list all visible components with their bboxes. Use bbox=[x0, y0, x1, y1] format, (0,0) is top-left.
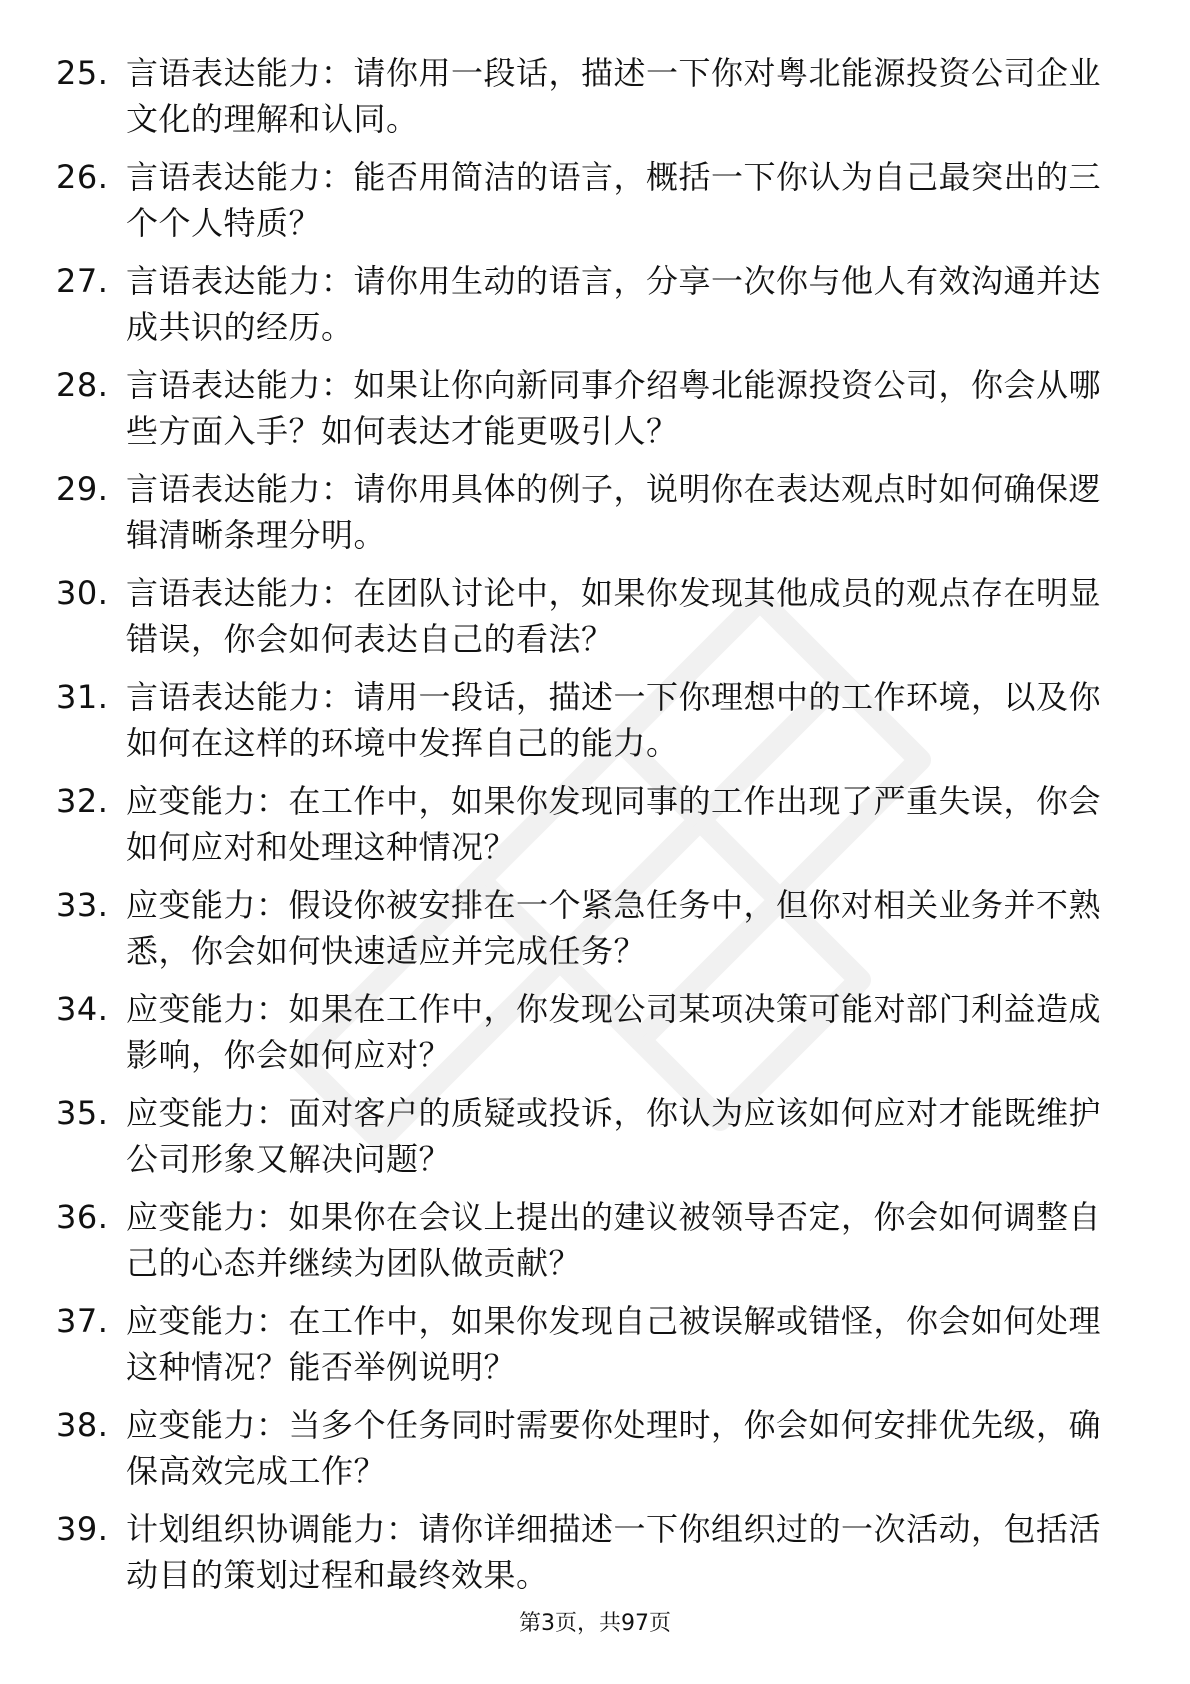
question-item bbox=[56, 986, 1116, 1078]
page-footer: 第3页，共97页 bbox=[519, 1611, 671, 1636]
question-text: 计划组织协调能力：请你详细描述一下你组织过的一次活动，包括活动目的策划过程和最终效果。 bbox=[126, 1510, 1102, 1594]
question-number: 32. bbox=[56, 782, 109, 820]
question-number: 27. bbox=[56, 262, 109, 300]
question-item bbox=[56, 674, 1116, 766]
question-item bbox=[56, 778, 1116, 870]
question-number: 26. bbox=[56, 158, 109, 196]
question-number: 34. bbox=[56, 990, 109, 1028]
question-text: 应变能力：在工作中，如果你发现自己被误解或错怪，你会如何处理这种情况？能否举例说明？ bbox=[126, 1302, 1102, 1386]
question-number: 39. bbox=[56, 1510, 109, 1548]
question-item bbox=[56, 1506, 1116, 1598]
question-item bbox=[56, 1298, 1116, 1390]
question-number: 37. bbox=[56, 1302, 109, 1340]
question-number: 28. bbox=[56, 366, 109, 404]
question-item bbox=[56, 258, 1116, 350]
question-text: 应变能力：如果在工作中，你发现公司某项决策可能对部门利益造成影响，你会如何应对？ bbox=[126, 990, 1102, 1074]
question-text: 言语表达能力：请你用一段话，描述一下你对粤北能源投资公司企业文化的理解和认同。 bbox=[126, 54, 1102, 138]
question-item bbox=[56, 362, 1116, 454]
question-item bbox=[56, 1402, 1116, 1494]
question-number: 29. bbox=[56, 470, 109, 508]
question-text: 应变能力：如果你在会议上提出的建议被领导否定，你会如何调整自己的心态并继续为团队做贡献？ bbox=[126, 1198, 1102, 1282]
question-text: 应变能力：假设你被安排在一个紧急任务中，但你对相关业务并不熟悉，你会如何快速适应并完成任务？ bbox=[126, 886, 1102, 970]
question-text: 言语表达能力：请你用生动的语言，分享一次你与他人有效沟通并达成共识的经历。 bbox=[126, 262, 1102, 346]
question-text: 言语表达能力：能否用简洁的语言，概括一下你认为自己最突出的三个个人特质？ bbox=[126, 158, 1102, 242]
question-number: 25. bbox=[56, 54, 109, 92]
question-item bbox=[56, 466, 1116, 558]
question-text: 言语表达能力：如果让你向新同事介绍粤北能源投资公司，你会从哪些方面入手？如何表达才能更吸引人？ bbox=[126, 366, 1102, 450]
question-text: 言语表达能力：请你用具体的例子，说明你在表达观点时如何确保逻辑清晰条理分明。 bbox=[126, 470, 1102, 554]
question-number: 33. bbox=[56, 886, 109, 924]
question-item bbox=[56, 50, 1116, 142]
question-text: 言语表达能力：在团队讨论中，如果你发现其他成员的观点存在明显错误，你会如何表达自己的看法？ bbox=[126, 574, 1102, 658]
question-text: 应变能力：面对客户的质疑或投诉，你认为应该如何应对才能既维护公司形象又解决问题？ bbox=[126, 1094, 1102, 1178]
question-item bbox=[56, 1194, 1116, 1286]
question-text: 应变能力：在工作中，如果你发现同事的工作出现了严重失误，你会如何应对和处理这种情况？ bbox=[126, 782, 1102, 866]
question-item bbox=[56, 570, 1116, 662]
question-item bbox=[56, 1090, 1116, 1182]
question-number: 30. bbox=[56, 574, 109, 612]
question-list bbox=[56, 50, 1116, 1610]
question-number: 31. bbox=[56, 678, 109, 716]
question-number: 35. bbox=[56, 1094, 109, 1132]
question-number: 38. bbox=[56, 1406, 109, 1444]
question-item bbox=[56, 154, 1116, 246]
question-number: 36. bbox=[56, 1198, 109, 1236]
question-text: 言语表达能力：请用一段话，描述一下你理想中的工作环境，以及你如何在这样的环境中发挥自己的能力。 bbox=[126, 678, 1102, 762]
question-text: 应变能力：当多个任务同时需要你处理时，你会如何安排优先级，确保高效完成工作？ bbox=[126, 1406, 1102, 1490]
question-item bbox=[56, 882, 1116, 974]
